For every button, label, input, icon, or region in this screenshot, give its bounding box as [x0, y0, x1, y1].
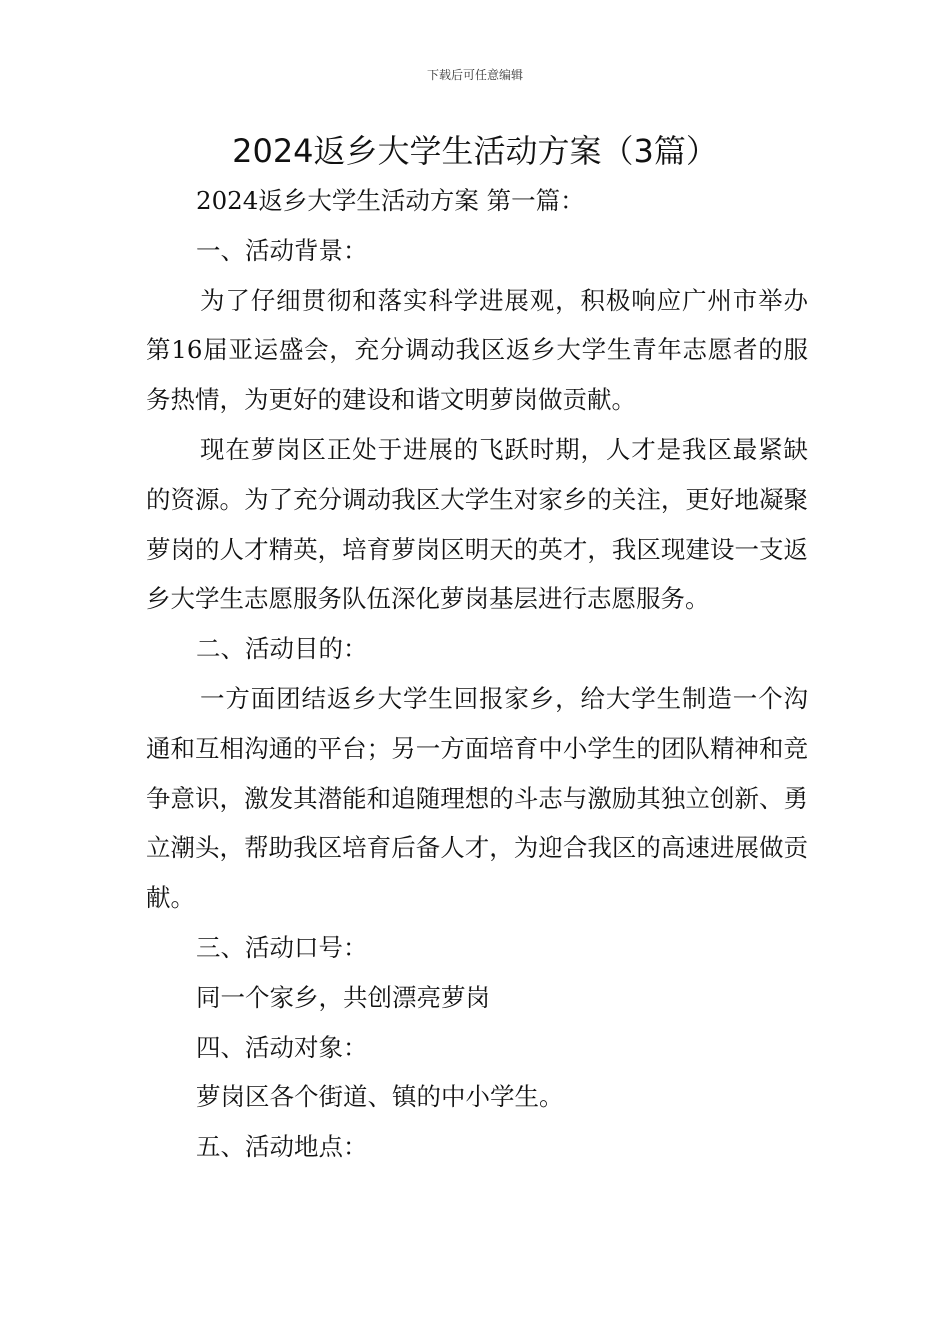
heading-background: 一、活动背景：	[196, 235, 368, 265]
heading-target: 四、活动对象：	[196, 1032, 368, 1062]
paragraph-background-2: 现在萝岗区正处于进展的飞跃时期，人才是我区最紧缺的资源。为了充分调动我区大学生对家乡的关注，更好地凝聚萝岗的人才精英，培育萝岗区明天的英才，我区现建设一支返乡大学生志愿服务队伍深化萝岗基层进行志愿服务。	[146, 434, 808, 614]
paragraph-purpose: 一方面团结返乡大学生回报家乡，给大学生制造一个沟通和互相沟通的平台；另一方面培育中小学生的团队精神和竞争意识，激发其潜能和追随理想的斗志与激励其独立创新、勇立潮头，帮助我区培育后备人才，为迎合我区的高速进展做贡献。	[146, 683, 808, 913]
heading-slogan: 三、活动口号：	[196, 932, 368, 962]
document-body	[146, 176, 808, 1172]
target-text: 萝岗区各个街道、镇的中小学生。	[196, 1082, 564, 1112]
document-title: 2024返乡大学生活动方案（3篇）	[232, 132, 718, 170]
header-note: 下载后可任意编辑	[426, 68, 523, 82]
slogan-text: 同一个家乡，共创漂亮萝岗	[196, 982, 490, 1012]
heading-purpose: 二、活动目的：	[196, 634, 368, 664]
section-subtitle: 2024返乡大学生活动方案 第一篇：	[196, 186, 585, 215]
paragraph-background-1: 为了仔细贯彻和落实科学进展观，积极响应广州市举办第16届亚运盛会，充分调动我区返乡大学生青年志愿者的服务热情，为更好的建设和谐文明萝岗做贡献。	[146, 285, 808, 415]
heading-location: 五、活动地点：	[196, 1132, 368, 1162]
